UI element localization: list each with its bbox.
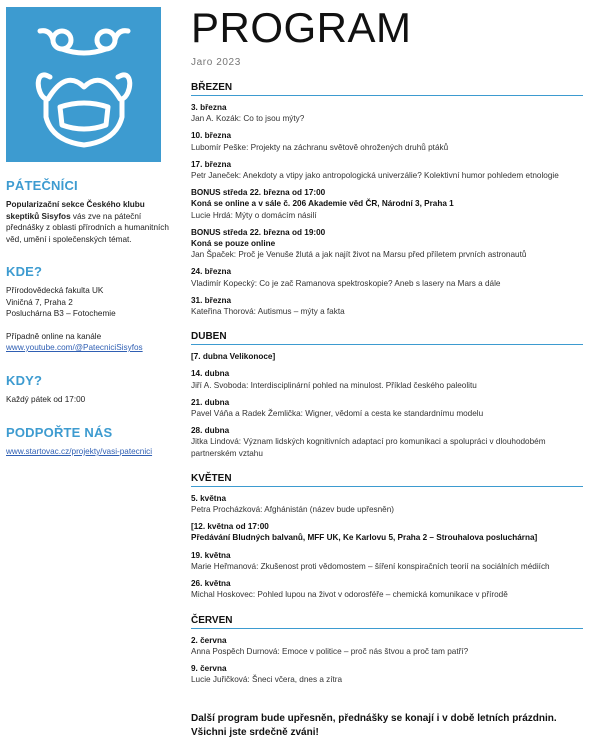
event-title: Petr Janeček: Anekdoty a vtipy jako antropologická univerzálie? Kolektivní humor pohledem etnologie xyxy=(191,171,559,181)
event-title: Vladimír Kopecký: Co je zač Ramanova spektroskopie? Aneb s lasery na Mars a dále xyxy=(191,278,501,288)
event-date: 2. června xyxy=(191,635,227,645)
support-info xyxy=(6,446,176,458)
youtube-link[interactable]: www.youtube.com/@PatecniciSisyfos xyxy=(6,343,143,352)
intro-text xyxy=(6,199,176,245)
event-item xyxy=(191,295,586,317)
intro-bold: Popularizační sekce Českého klubu skeptiků Sisyfos xyxy=(6,200,145,221)
event-date: BONUS středa 22. března od 19:00 xyxy=(191,227,326,237)
event-item xyxy=(191,635,586,657)
event-date: BONUS středa 22. března od 17:00 xyxy=(191,188,326,198)
month-heading: KVĚTEN xyxy=(191,473,583,487)
month-section xyxy=(191,615,586,686)
event-date: 19. května xyxy=(191,550,231,560)
event-title: Kateřina Thorová: Autismus – mýty a fakta xyxy=(191,307,345,317)
where-heading: KDE? xyxy=(6,264,43,279)
event-title: Anna Pospěch Durnová: Emoce v politice – proč nás štvou a proč tam patří? xyxy=(191,646,469,656)
event-title: Marie Heřmanová: Zkušenost proti vědomostem – šíření konspiračních teorií na sociálních médiích xyxy=(191,561,550,571)
event-title: Jiří A. Svoboda: Interdisciplinární pohled na minulost. Příklad českého paleolitu xyxy=(191,380,477,390)
address-line: Přírodovědecká fakulta UK xyxy=(6,286,104,295)
event-title: Petra Procházková: Afghánistán (název bude upřesněn) xyxy=(191,505,394,515)
event-date: 24. března xyxy=(191,267,232,277)
address-line: Viničná 7, Praha 2 xyxy=(6,297,73,307)
month-heading: ČERVEN xyxy=(191,615,583,629)
event-date: 17. března xyxy=(191,159,232,169)
event-date: 21. dubna xyxy=(191,397,230,407)
event-item xyxy=(191,227,586,261)
event-item xyxy=(191,102,586,124)
event-item xyxy=(191,130,586,152)
event-date: 5. května xyxy=(191,493,227,503)
address-line: Posluchárna B3 – Fotochemie xyxy=(6,309,116,318)
startovac-link[interactable]: www.startovac.cz/projekty/vasi-patecnici xyxy=(6,447,153,456)
event-item xyxy=(191,550,586,572)
about-heading: PÁTEČNÍCI xyxy=(6,178,78,193)
patecnici-logo-icon xyxy=(6,7,161,162)
footer-line: Další program bude upřesněn, přednášky se konají i v době letních prázdnin. xyxy=(191,713,557,724)
event-date: 3. března xyxy=(191,103,227,112)
footer-note xyxy=(191,712,586,740)
event-date: 26. května xyxy=(191,579,231,589)
sidebar xyxy=(6,7,176,458)
event-title: Lubomír Peške: Projekty na záchranu světově ohrožených druhů ptáků xyxy=(191,142,449,152)
event-title: Michal Hoskovec: Pohled lupou na život v odorosféře – chemická komunikace v přírodě xyxy=(191,590,508,600)
event-item xyxy=(191,159,586,181)
event-title: Jan Špaček: Proč je Venuše žlutá a jak najít život na Marsu před příletem prvních astronautů xyxy=(191,250,527,260)
event-date: 9. června xyxy=(191,663,227,673)
page-subtitle: Jaro 2023 xyxy=(191,57,241,68)
event-item xyxy=(191,368,586,390)
event-item xyxy=(191,493,586,515)
event-item xyxy=(191,266,586,288)
event-item xyxy=(191,663,586,685)
online-info xyxy=(6,331,176,354)
month-heading: DUBEN xyxy=(191,331,583,345)
support-heading: PODPOŘTE NÁS xyxy=(6,425,113,440)
event-item xyxy=(191,521,586,543)
program-main xyxy=(191,0,586,685)
event-title: Jan A. Kozák: Co to jsou mýty? xyxy=(191,114,305,124)
intro-rest: vás zve na páteční přednášky z oblasti přírodních a humanitních věd, umění i společenských témat. xyxy=(6,211,169,244)
event-item xyxy=(191,351,586,362)
event-title: Lucie Hrdá: Mýty o domácím násilí xyxy=(191,210,317,220)
event-item xyxy=(191,578,586,600)
footer-line: Všichni jste srdečně zváni! xyxy=(191,727,319,738)
event-date: 10. března xyxy=(191,131,232,141)
event-title: Lucie Juřičková: Šneci včera, dnes a zítra xyxy=(191,675,343,685)
event-venue: Koná se pouze online xyxy=(191,239,276,249)
month-section xyxy=(191,473,586,601)
when-heading: KDY? xyxy=(6,372,43,388)
event-item xyxy=(191,425,586,459)
event-title: Jitka Lindová: Význam lidských kognitivních adaptací pro komunikaci a spolupráci v dlouhodobém partnerském vztahu xyxy=(191,437,546,458)
when-text: Každý pátek od 17:00 xyxy=(6,394,86,404)
month-section xyxy=(191,331,586,459)
month-section xyxy=(191,82,586,317)
online-label: Případně online na kanále xyxy=(6,331,102,341)
event-venue: Koná se online a v sále č. 206 Akademie věd ČR, Národní 3, Praha 1 xyxy=(191,199,454,209)
event-venue: Předávání Bludných balvanů, MFF UK, Ke Karlovu 5, Praha 2 – Strouhalova posluchárna] xyxy=(191,533,538,543)
event-date: 31. března xyxy=(191,295,232,305)
page-title: PROGRAM xyxy=(191,4,412,51)
event-item xyxy=(191,397,586,419)
event-item xyxy=(191,187,586,221)
event-title: Pavel Váňa a Radek Žemlička: Wigner, vědomí a cesta ke standardnímu modelu xyxy=(191,409,484,419)
event-date: 28. dubna xyxy=(191,426,230,436)
month-list xyxy=(191,82,586,685)
where-address xyxy=(6,285,176,320)
event-date: [7. dubna Velikonoce] xyxy=(191,352,276,362)
event-date: [12. května od 17:00 xyxy=(191,522,269,532)
event-date: 14. dubna xyxy=(191,369,230,379)
month-heading: BŘEZEN xyxy=(191,82,583,96)
